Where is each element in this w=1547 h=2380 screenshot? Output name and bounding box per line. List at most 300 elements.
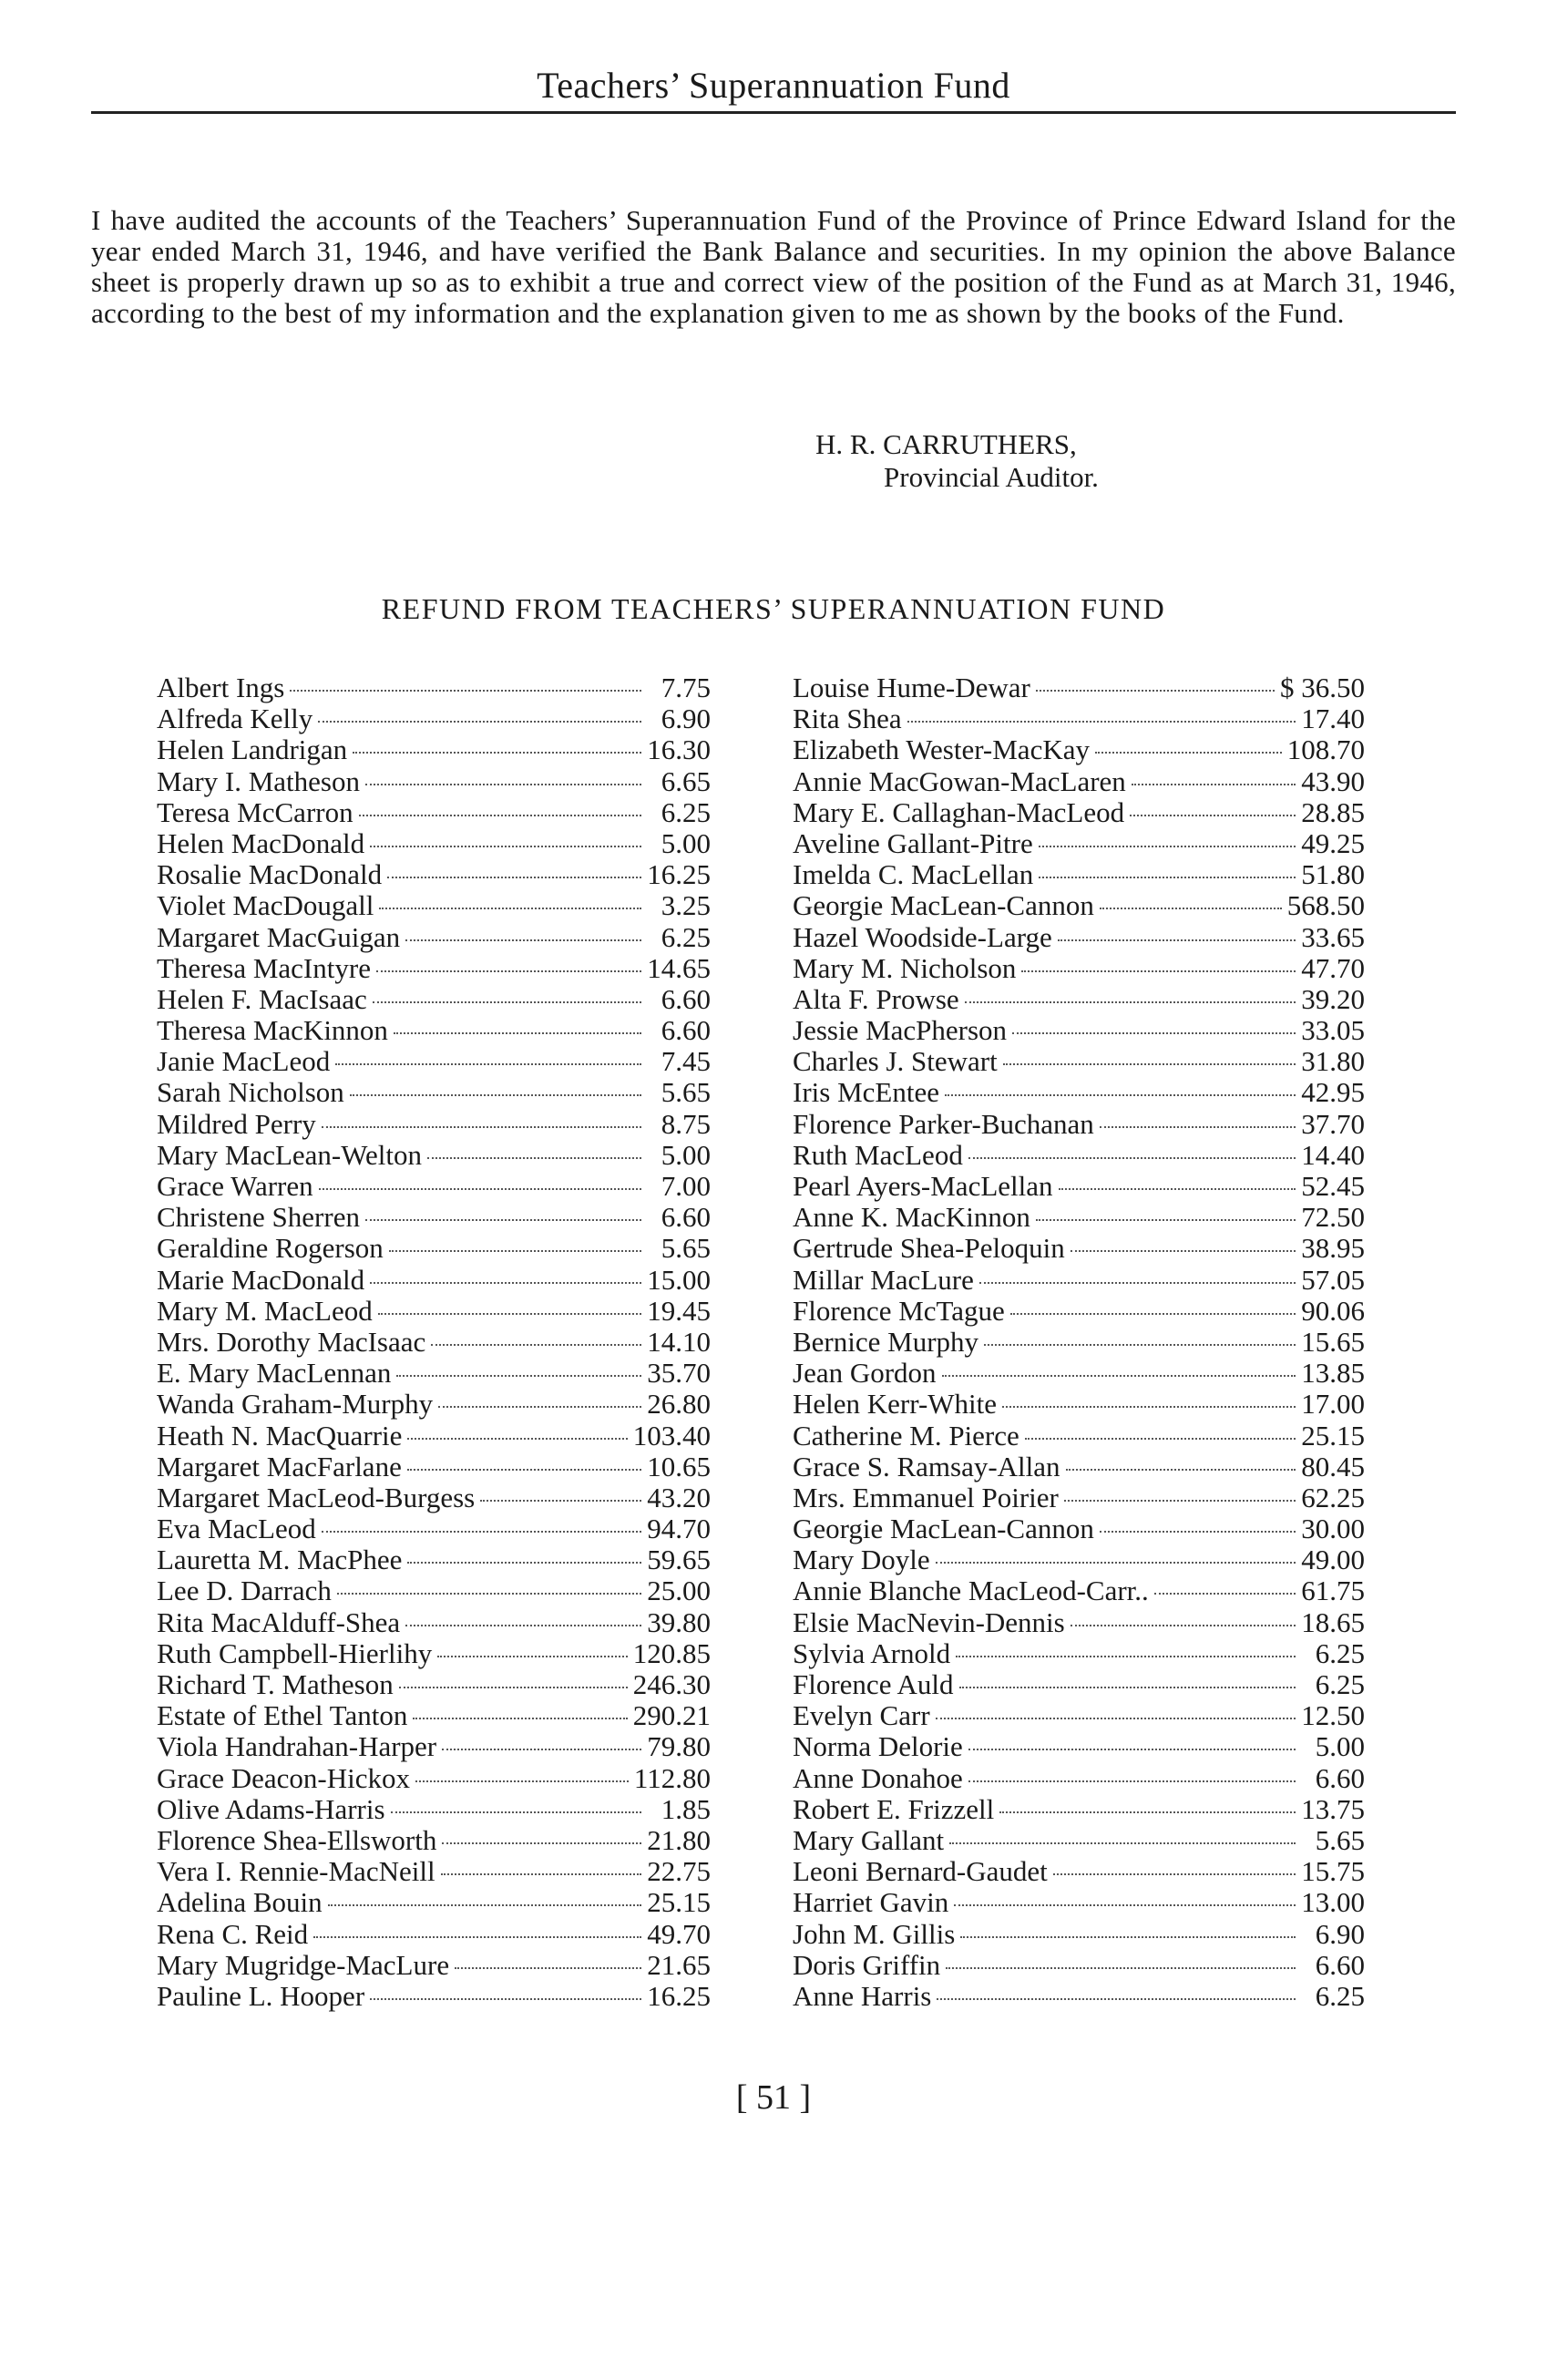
dot-leader: [322, 1126, 641, 1128]
refund-amount: 108.70: [1286, 733, 1365, 766]
refund-amount: 25.00: [647, 1575, 711, 1607]
refund-name: Sylvia Arnold: [793, 1636, 951, 1669]
dot-leader: [396, 1375, 641, 1377]
dot-leader: [1021, 970, 1296, 972]
refund-amount: 6.60: [1315, 1948, 1365, 1981]
refund-name: Helen Landrigan: [157, 733, 348, 766]
refund-row: [157, 1482, 711, 1513]
refund-row: [157, 984, 711, 1015]
refund-row: [157, 703, 711, 734]
refund-name: Mary M. Nicholson: [793, 951, 1017, 984]
refund-row: [157, 1015, 711, 1046]
refund-amount: 103.40: [632, 1419, 711, 1452]
refund-amount: 79.80: [647, 1730, 711, 1763]
refund-name: Catherine M. Pierce: [793, 1419, 1019, 1452]
refund-amount: 5.65: [1315, 1823, 1365, 1856]
refund-name: Florence Parker-Buchanan: [793, 1107, 1094, 1140]
dot-leader: [1039, 877, 1296, 878]
refund-name: Grace S. Ramsay-Allan: [793, 1450, 1060, 1482]
refund-amount: 5.00: [661, 826, 711, 859]
refund-row: [793, 922, 1365, 953]
refund-name: Imelda C. MacLellan: [793, 858, 1034, 891]
refund-row: [157, 1638, 711, 1669]
refund-amount: 26.80: [647, 1388, 711, 1421]
refund-name: Harriet Gavin: [793, 1886, 949, 1919]
refund-row: [793, 953, 1365, 984]
refund-amount: 16.25: [647, 1979, 711, 2012]
refund-amount: 6.90: [1315, 1917, 1365, 1950]
refund-amount: 6.90: [661, 703, 711, 735]
dot-leader: [407, 1562, 641, 1564]
refund-amount: 90.06: [1301, 1294, 1365, 1327]
dot-leader: [337, 1593, 641, 1595]
refund-row: [793, 1981, 1365, 2012]
refund-name: Ruth Campbell-Hierlihy: [157, 1636, 433, 1669]
refund-name: Adelina Bouin: [157, 1886, 323, 1919]
refund-name: Anne K. MacKinnon: [793, 1201, 1030, 1234]
refund-amount: 13.85: [1301, 1357, 1365, 1390]
refund-amount: 22.75: [647, 1855, 711, 1888]
dot-leader: [319, 1188, 641, 1190]
refund-name: Viola Handrahan-Harper: [157, 1730, 437, 1763]
dot-leader: [407, 1438, 627, 1440]
dot-leader: [350, 1094, 641, 1096]
refund-amount: 43.20: [647, 1481, 711, 1513]
refund-name: Rosalie MacDonald: [157, 858, 383, 891]
refund-row: [157, 1981, 711, 2012]
refund-amount: 7.75: [661, 672, 711, 703]
dot-leader: [965, 1001, 1296, 1003]
refund-name: Marie MacDonald: [157, 1263, 365, 1296]
dot-leader: [365, 784, 641, 785]
dot-leader: [431, 1344, 641, 1346]
dot-leader: [954, 1904, 1296, 1906]
dot-leader: [1053, 1873, 1296, 1875]
dot-leader: [1100, 1126, 1296, 1128]
refund-row: [793, 1233, 1365, 1264]
refund-amount: 51.80: [1301, 858, 1365, 891]
refund-row: [793, 1046, 1365, 1077]
refund-amount: 5.65: [661, 1076, 711, 1109]
dot-leader: [1039, 846, 1296, 847]
refund-row: [157, 953, 711, 984]
refund-row: [793, 1731, 1365, 1762]
dot-leader: [373, 1001, 641, 1003]
dot-leader: [405, 939, 641, 941]
dot-leader: [427, 1157, 641, 1159]
refund-amount: 15.00: [647, 1263, 711, 1296]
refund-name: Annie MacGowan-MacLaren: [793, 764, 1126, 797]
refund-row: [793, 766, 1365, 797]
refund-row: [157, 1327, 711, 1358]
refund-amount: 61.75: [1301, 1575, 1365, 1607]
refund-name: Elsie MacNevin-Dennis: [793, 1605, 1065, 1638]
dot-leader: [353, 752, 641, 754]
refund-row: [793, 1607, 1365, 1638]
refund-name: Christene Sherren: [157, 1201, 360, 1234]
refund-row: [793, 734, 1365, 765]
dot-leader: [365, 1219, 641, 1221]
refund-row: [793, 1919, 1365, 1950]
refund-amount: 14.65: [647, 951, 711, 984]
refund-row: [793, 1202, 1365, 1233]
dot-leader: [379, 908, 641, 909]
refund-name: Theresa MacKinnon: [157, 1014, 388, 1047]
refund-row: [793, 1265, 1365, 1296]
dot-leader: [378, 1313, 641, 1315]
refund-row: [157, 1669, 711, 1700]
refund-amount: 15.75: [1301, 1855, 1365, 1888]
refund-amount: 18.65: [1301, 1605, 1365, 1638]
refund-amount: 52.45: [1301, 1170, 1365, 1202]
refund-amount: 246.30: [632, 1668, 711, 1700]
refund-amount: 31.80: [1301, 1045, 1365, 1078]
refund-row: [157, 1575, 711, 1606]
dot-leader: [1100, 1531, 1296, 1533]
dot-leader: [1064, 1500, 1296, 1502]
refund-name: Janie MacLeod: [157, 1045, 331, 1078]
refund-name: Olive Adams-Harris: [157, 1792, 385, 1825]
refund-name: Florence Auld: [793, 1668, 954, 1700]
refund-row: [157, 1109, 711, 1140]
refund-amount: 17.00: [1301, 1388, 1365, 1421]
refund-name: Florence Shea-Ellsworth: [157, 1823, 437, 1856]
refund-amount: 47.70: [1301, 951, 1365, 984]
refund-amount: 6.60: [661, 982, 711, 1015]
refund-amount: 57.05: [1301, 1263, 1365, 1296]
refund-name: Estate of Ethel Tanton: [157, 1699, 408, 1732]
dot-leader: [442, 1749, 641, 1750]
refund-row: [793, 1513, 1365, 1544]
refund-name: Anne Harris: [793, 1979, 932, 2012]
refund-row: [793, 1950, 1365, 1981]
dot-leader: [441, 1873, 641, 1875]
refund-name: Louise Hume-Dewar: [793, 672, 1030, 703]
refund-row: [793, 1327, 1365, 1358]
refund-amount: 49.00: [1301, 1544, 1365, 1576]
dot-leader: [407, 1469, 641, 1471]
refund-amount: 37.70: [1301, 1107, 1365, 1140]
refund-row: [793, 1109, 1365, 1140]
refund-row: [157, 1046, 711, 1077]
refund-name: Rita Shea: [793, 703, 902, 735]
refund-list-right: [793, 672, 1365, 2012]
refund-name: Rita MacAlduff-Shea: [157, 1605, 401, 1638]
dot-leader: [442, 1842, 641, 1844]
refund-row: [157, 734, 711, 765]
refund-row: [793, 1638, 1365, 1669]
refund-row: [793, 703, 1365, 734]
refund-row: [157, 1358, 711, 1389]
refund-list-left: [157, 672, 711, 2012]
refund-row: [793, 890, 1365, 921]
refund-row: [157, 1265, 711, 1296]
refund-amount: 290.21: [632, 1699, 711, 1732]
dot-leader: [1071, 1250, 1296, 1252]
dot-leader: [389, 1250, 641, 1252]
refund-amount: 25.15: [1301, 1419, 1365, 1452]
dot-leader: [945, 1094, 1296, 1096]
refund-name: Elizabeth Wester-MacKay: [793, 733, 1090, 766]
refund-amount: 6.25: [661, 795, 711, 828]
refund-name: Hazel Woodside-Large: [793, 920, 1052, 953]
dot-leader: [313, 1936, 641, 1938]
dot-leader: [437, 1656, 628, 1657]
auditor-signature: [815, 428, 1326, 494]
dot-leader: [1025, 1438, 1296, 1440]
dot-leader: [968, 1780, 1296, 1782]
refund-name: Alta F. Prowse: [793, 982, 959, 1015]
refund-name: Georgie MacLean-Cannon: [793, 889, 1094, 922]
refund-amount: 13.00: [1301, 1886, 1365, 1919]
refund-amount: 28.85: [1301, 795, 1365, 828]
refund-row: [157, 1794, 711, 1825]
refund-row: [157, 859, 711, 890]
refund-amount: 6.65: [661, 764, 711, 797]
refund-amount: 25.15: [647, 1886, 711, 1919]
refund-row: [157, 1825, 711, 1856]
refund-row: [157, 672, 711, 703]
refund-row: [793, 1077, 1365, 1108]
refund-name: Georgie MacLean-Cannon: [793, 1513, 1094, 1545]
refund-name: Pauline L. Hooper: [157, 1979, 365, 2012]
refund-name: Mary I. Matheson: [157, 764, 360, 797]
refund-name: Charles J. Stewart: [793, 1045, 998, 1078]
refund-name: Norma Delorie: [793, 1730, 963, 1763]
refund-amount: 39.80: [647, 1605, 711, 1638]
refund-amount: $ 36.50: [1280, 672, 1365, 703]
refund-name: Mildred Perry: [157, 1107, 316, 1140]
dot-leader: [387, 877, 641, 878]
refund-amount: 14.40: [1301, 1138, 1365, 1171]
dot-leader: [370, 1282, 641, 1284]
refund-amount: 38.95: [1301, 1232, 1365, 1265]
refund-name: Helen MacDonald: [157, 826, 365, 859]
dot-leader: [370, 846, 641, 847]
refund-amount: 16.30: [647, 733, 711, 766]
refund-amount: 43.90: [1301, 764, 1365, 797]
refund-row: [793, 1296, 1365, 1327]
refund-name: Mary MacLean-Welton: [157, 1138, 423, 1171]
refund-amount: 39.20: [1301, 982, 1365, 1015]
refund-name: Margaret MacLeod-Burgess: [157, 1481, 476, 1513]
refund-name: Iris McEntee: [793, 1076, 939, 1109]
dot-leader: [999, 1811, 1296, 1813]
refund-name: Aveline Gallant-Pitre: [793, 826, 1033, 859]
dot-leader: [438, 1406, 641, 1408]
refund-name: Ruth MacLeod: [793, 1138, 963, 1171]
refund-row: [157, 828, 711, 859]
header-rule: [91, 111, 1456, 114]
refund-amount: 7.45: [661, 1045, 711, 1078]
refund-amount: 120.85: [632, 1636, 711, 1669]
refund-amount: 35.70: [647, 1357, 711, 1390]
refund-name: Florence McTague: [793, 1294, 1005, 1327]
dot-leader: [405, 1625, 641, 1626]
dot-leader: [394, 1032, 641, 1034]
dot-leader: [376, 970, 641, 972]
refund-row: [793, 1700, 1365, 1731]
dot-leader: [335, 1063, 641, 1065]
refund-row: [157, 1950, 711, 1981]
refund-amount: 6.60: [661, 1201, 711, 1234]
refund-name: Mary Doyle: [793, 1544, 930, 1576]
refund-name: Evelyn Carr: [793, 1699, 930, 1732]
refund-row: [157, 1919, 711, 1950]
refund-amount: 10.65: [647, 1450, 711, 1482]
refund-name: Lee D. Darrach: [157, 1575, 332, 1607]
dot-leader: [956, 1656, 1296, 1657]
page-number: [ 51 ]: [735, 2078, 812, 2117]
refund-row: [793, 1763, 1365, 1794]
refund-name: Geraldine Rogerson: [157, 1232, 384, 1265]
refund-name: Alfreda Kelly: [157, 703, 313, 735]
refund-row: [793, 672, 1365, 703]
refund-row: [157, 1763, 711, 1794]
refund-amount: 17.40: [1301, 703, 1365, 735]
dot-leader: [322, 1531, 641, 1533]
refund-name: Doris Griffin: [793, 1948, 941, 1981]
dot-leader: [1058, 939, 1296, 941]
refund-name: Theresa MacIntyre: [157, 951, 371, 984]
signatory-name: H. R. CARRUTHERS,: [815, 428, 1077, 460]
refund-row: [793, 1887, 1365, 1918]
dot-leader: [907, 721, 1296, 723]
refund-row: [157, 1856, 711, 1887]
dot-leader: [1066, 1469, 1296, 1471]
refund-name: Jean Gordon: [793, 1357, 937, 1390]
refund-row: [157, 1513, 711, 1544]
dot-leader: [1071, 1625, 1296, 1626]
dot-leader: [318, 721, 641, 723]
section-title: REFUND FROM TEACHERS’ SUPERANNUATION FUND: [381, 592, 1166, 625]
dot-leader: [984, 1344, 1296, 1346]
running-header: Teachers’ Superannuation Fund: [537, 65, 1010, 106]
refund-name: Mary E. Callaghan-MacLeod: [793, 795, 1125, 828]
refund-amount: 14.10: [647, 1325, 711, 1358]
refund-row: [793, 1452, 1365, 1482]
refund-name: Pearl Ayers-MacLellan: [793, 1170, 1053, 1202]
refund-row: [157, 1421, 711, 1452]
refund-row: [793, 1421, 1365, 1452]
refund-row: [157, 1731, 711, 1762]
refund-row: [793, 1825, 1365, 1856]
refund-amount: 21.65: [647, 1948, 711, 1981]
refund-name: Heath N. MacQuarrie: [157, 1419, 403, 1452]
refund-amount: 6.25: [661, 920, 711, 953]
refund-name: Anne Donahoe: [793, 1761, 963, 1794]
refund-name: Eva MacLeod: [157, 1513, 316, 1545]
refund-row: [157, 797, 711, 828]
refund-amount: 6.60: [661, 1014, 711, 1047]
dot-leader: [1010, 1313, 1296, 1315]
refund-amount: 8.75: [661, 1107, 711, 1140]
refund-row: [157, 1202, 711, 1233]
dot-leader: [936, 1718, 1296, 1719]
dot-leader: [968, 1157, 1296, 1159]
refund-name: Robert E. Frizzell: [793, 1792, 995, 1825]
refund-row: [793, 1171, 1365, 1202]
dot-leader: [979, 1282, 1296, 1284]
refund-name: Annie Blanche MacLeod-Carr..: [793, 1575, 1149, 1607]
refund-row: [793, 984, 1365, 1015]
dot-leader: [455, 1967, 641, 1969]
dot-leader: [413, 1718, 627, 1719]
refund-amount: 6.60: [1315, 1761, 1365, 1794]
refund-row: [157, 1452, 711, 1482]
refund-name: Helen Kerr-White: [793, 1388, 998, 1421]
refund-row: [793, 797, 1365, 828]
refund-row: [793, 1015, 1365, 1046]
dot-leader: [1059, 1188, 1296, 1190]
audit-paragraph: I have audited the accounts of the Teachers’ Superannuation Fund of the Province of Prince Edward Island for the year ended March 31, 1946, and have verified the Bank Balance and securities. In my opinion the above Balance sheet is properly drawn up so as to exhibit a true and correct view of the position of the Fund as at March 31, 1946, according to the best of my information and the explanation given to me as shown by the books of the Fund.: [91, 204, 1456, 329]
dot-leader: [936, 1562, 1296, 1564]
refund-row: [793, 1544, 1365, 1575]
refund-amount: 6.25: [1315, 1636, 1365, 1669]
dot-leader: [1036, 690, 1275, 692]
dot-leader: [391, 1811, 641, 1813]
refund-amount: 94.70: [647, 1513, 711, 1545]
refund-name: Margaret MacGuigan: [157, 920, 401, 953]
refund-row: [793, 1669, 1365, 1700]
signatory-title: Provincial Auditor.: [884, 461, 1099, 493]
refund-row: [157, 1140, 711, 1171]
refund-name: Wanda Graham-Murphy: [157, 1388, 434, 1421]
dot-leader: [328, 1904, 641, 1906]
refund-row: [157, 766, 711, 797]
dot-leader: [1002, 1406, 1296, 1408]
refund-name: Teresa McCarron: [157, 795, 353, 828]
dot-leader: [968, 1749, 1296, 1750]
refund-row: [793, 1794, 1365, 1825]
refund-amount: 62.25: [1301, 1481, 1365, 1513]
refund-name: Sarah Nicholson: [157, 1076, 344, 1109]
refund-amount: 49.70: [647, 1917, 711, 1950]
refund-row: [793, 1856, 1365, 1887]
dot-leader: [290, 690, 641, 692]
refund-amount: 568.50: [1286, 889, 1365, 922]
refund-amount: 5.00: [661, 1138, 711, 1171]
refund-amount: 30.00: [1301, 1513, 1365, 1545]
refund-amount: 1.85: [661, 1792, 711, 1825]
refund-name: Mary Mugridge-MacLure: [157, 1948, 450, 1981]
refund-amount: 15.65: [1301, 1325, 1365, 1358]
dot-leader: [1036, 1219, 1296, 1221]
refund-name: E. Mary MacLennan: [157, 1357, 392, 1390]
refund-amount: 6.25: [1315, 1979, 1365, 2012]
refund-row: [793, 1482, 1365, 1513]
dot-leader: [1154, 1593, 1296, 1595]
dot-leader: [1012, 1032, 1296, 1034]
refund-amount: 33.05: [1301, 1014, 1365, 1047]
dot-leader: [1003, 1063, 1296, 1065]
dot-leader: [1130, 815, 1296, 816]
refund-name: Helen F. MacIsaac: [157, 982, 367, 1015]
refund-row: [157, 1233, 711, 1264]
dot-leader: [359, 815, 641, 816]
refund-amount: 19.45: [647, 1294, 711, 1327]
refund-row: [793, 1358, 1365, 1389]
refund-row: [157, 1296, 711, 1327]
refund-row: [157, 1389, 711, 1420]
refund-name: Mary M. MacLeod: [157, 1294, 373, 1327]
refund-amount: 112.80: [633, 1761, 711, 1794]
refund-row: [157, 922, 711, 953]
refund-name: Mrs. Emmanuel Poirier: [793, 1481, 1059, 1513]
refund-row: [157, 890, 711, 921]
refund-amount: 5.00: [1315, 1730, 1365, 1763]
refund-row: [157, 1887, 711, 1918]
